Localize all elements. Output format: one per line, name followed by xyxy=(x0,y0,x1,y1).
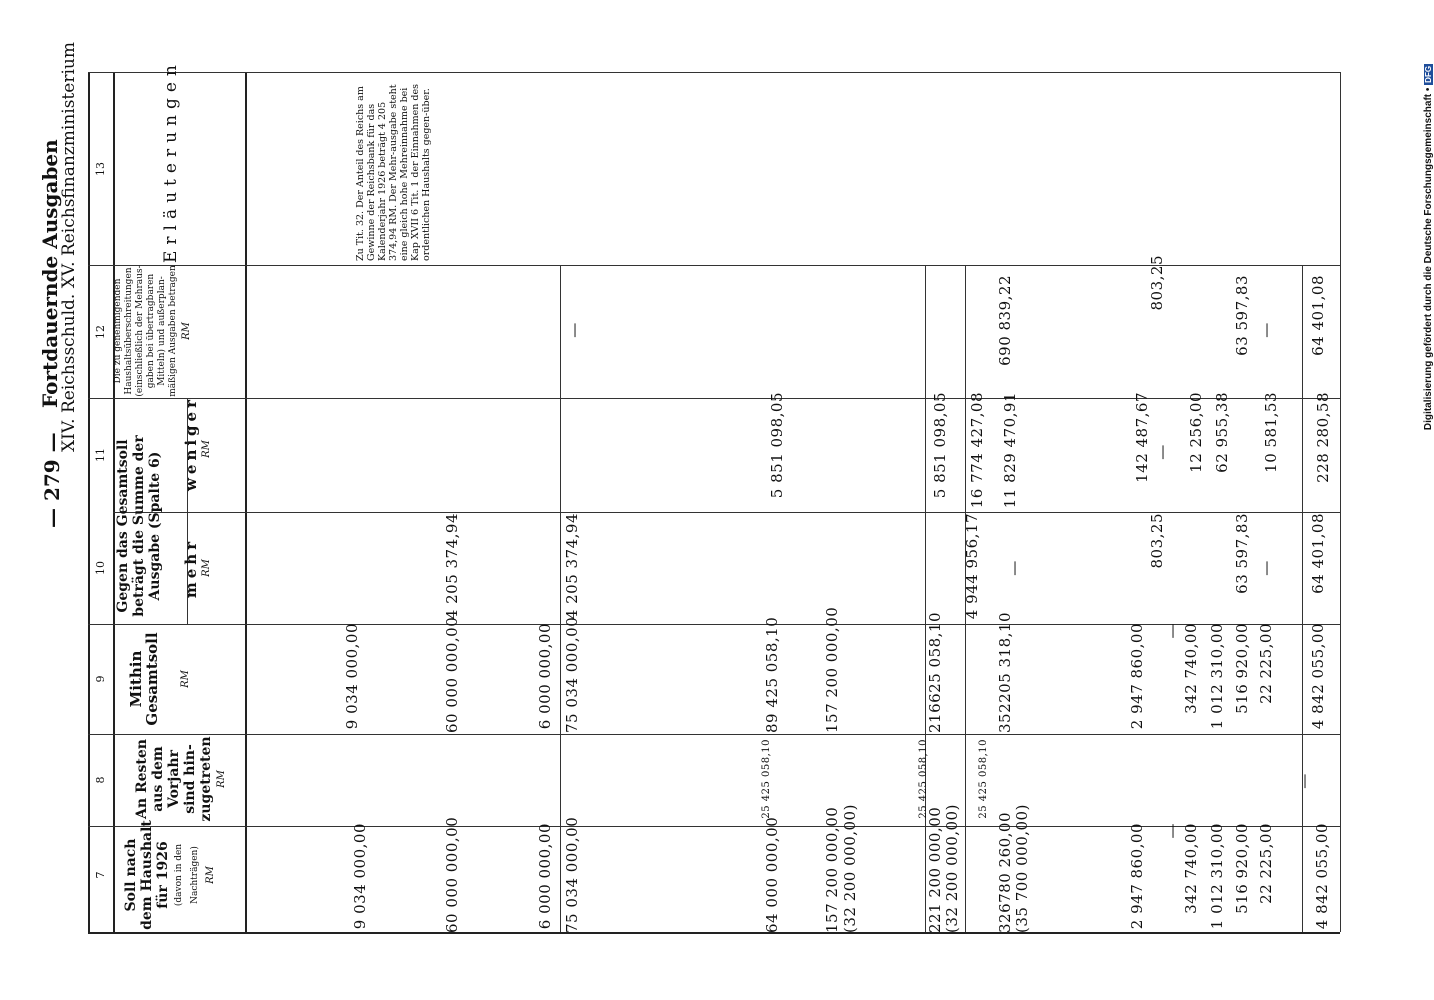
header-ueberschreitungen-label: Die zu genehmigenden Haushaltsüberschreitungen (einschließlich der Mehraus-gaben bei übertragbaren Mitteln) und außerplan-mäßigen Ausgaben betragen xyxy=(113,265,178,397)
c9-value: 352205 318,10 xyxy=(996,611,1014,733)
c9-value: 22 225,00 xyxy=(1257,623,1275,704)
c7-value: 326780 260,00 xyxy=(996,811,1014,933)
c7-value: 2 947 860,00 xyxy=(1128,823,1146,930)
header-mehr-unit: RM xyxy=(201,559,212,577)
c9-value: 60 000 000,00 xyxy=(443,616,461,733)
c12-value: — xyxy=(565,322,583,338)
c9-value: — xyxy=(1163,623,1181,639)
table-border-top xyxy=(88,72,90,932)
c7-value: 516 920,00 xyxy=(1233,823,1251,914)
c11-value: 10 581,53 xyxy=(1262,392,1280,473)
group-divider-4 xyxy=(1302,265,1303,932)
col10-col9-divider xyxy=(88,624,1340,625)
col-number-10: 10 xyxy=(94,561,107,575)
header-mehr xyxy=(183,533,223,603)
digitization-text: Digitalisierung gefördert durch die Deutsche Forschungsgemeinschaft • xyxy=(1423,87,1434,431)
explanation-note: Zu Tit. 32. Der Anteil des Reichs am Gewinne der Reichsbank für das Kalenderjahr 1926 beträgt 4 205 374,94 RM. Der Mehr-ausgabe steht eine gleich hohe Mehreinnahme bei Kap XVII 6 Tit. 1 der Einnahmen des ordentlichen Haushalts gegen-über. xyxy=(355,84,432,261)
c10-value: — xyxy=(1257,560,1275,576)
c9-value: 4 842 055,00 xyxy=(1309,623,1327,730)
c12-value: 64 401,08 xyxy=(1309,275,1327,356)
header-body-separator xyxy=(245,72,247,932)
header-mehr-label: mehr xyxy=(182,537,200,599)
page-title: Fortdauernde Ausgaben xyxy=(38,139,62,408)
c10-value: 64 401,08 xyxy=(1309,513,1327,594)
c7-value-addendum: (35 700 000,00) xyxy=(1013,804,1031,933)
c7-value: 22 225,00 xyxy=(1257,823,1275,904)
c12-value: 63 597,83 xyxy=(1233,275,1251,356)
c10-value: 63 597,83 xyxy=(1233,513,1251,594)
c11-value: 11 829 470,91 xyxy=(1001,392,1019,509)
page-subtitle: XIV. Reichsschuld. XV. Reichsfinanzministerium xyxy=(59,42,79,452)
table-left-edge xyxy=(88,932,1340,934)
c8-value: — xyxy=(1295,773,1313,789)
col-number-9: 9 xyxy=(94,675,107,683)
c10-value: 803,25 xyxy=(1148,513,1166,569)
col-number-11: 11 xyxy=(94,448,107,462)
c11-value: 62 955,38 xyxy=(1213,392,1231,473)
header-ueberschreitungen xyxy=(113,265,245,397)
header-gesamtsoll-label: Mithin Gesamtsoll xyxy=(127,632,161,726)
c11-value: 16 774 427,08 xyxy=(968,392,986,509)
c11-value: — xyxy=(1153,444,1171,460)
c9-value: 216625 058,10 xyxy=(926,611,944,733)
c9-value: 89 425 058,10 xyxy=(763,616,781,733)
c12-value: 690 839,22 xyxy=(996,275,1014,366)
group-divider-1 xyxy=(560,265,561,932)
c9-value: 1 012 310,00 xyxy=(1208,623,1226,730)
c7-value-addendum: (32 200 000,00) xyxy=(943,804,961,933)
c9-value: 9 034 000,00 xyxy=(343,623,361,730)
c10-value: 4 205 374,94 xyxy=(563,513,581,620)
c8-value: 25 425 058,10 xyxy=(918,739,929,819)
c11-value: 12 256,00 xyxy=(1187,392,1205,473)
c7-value: 342 740,00 xyxy=(1182,823,1200,914)
table-border-bottom xyxy=(1340,72,1341,932)
c11-value: 5 851 098,05 xyxy=(768,392,786,499)
header-gesamtsoll-unit: RM xyxy=(180,670,191,688)
col-number-13: 13 xyxy=(94,162,107,176)
col-number-12: 12 xyxy=(94,325,107,339)
c9-value: 157 200 000,00 xyxy=(823,606,841,733)
header-soll xyxy=(123,820,233,930)
c12-value: — xyxy=(1257,322,1275,338)
header-weniger xyxy=(182,396,223,491)
page-number: — 279 — xyxy=(40,432,64,528)
c7-value-addendum: (32 200 000,00) xyxy=(841,804,859,933)
c7-value: 1 012 310,00 xyxy=(1208,823,1226,930)
c11-value: 142 487,67 xyxy=(1133,392,1151,483)
col9-col8-divider xyxy=(88,734,1340,735)
c8-value: 25 425 058,10 xyxy=(761,739,772,819)
c11-value: 5 851 098,05 xyxy=(931,392,949,499)
col-number-7: 7 xyxy=(94,871,107,879)
col13-top xyxy=(88,72,1340,73)
c10-value: — xyxy=(1005,560,1023,576)
col-number-8: 8 xyxy=(94,776,107,784)
header-gegen-label: Gegen das Gesamtsoll beträgt die Summe der Ausgabe (Spalte 6) xyxy=(115,435,163,617)
header-reste xyxy=(134,735,227,823)
c7-value: — xyxy=(1163,823,1181,839)
c7-value: 221 200 000,00 xyxy=(926,806,944,933)
header-soll-sub: (davon in den Nachträgen) xyxy=(174,843,200,907)
header-soll-unit: RM xyxy=(205,866,216,884)
c10-value: 4 205 374,94 xyxy=(443,513,461,620)
c7-value: 75 034 000,00 xyxy=(563,816,581,933)
c9-value: 2 947 860,00 xyxy=(1128,623,1146,730)
c12-value: 803,25 xyxy=(1148,255,1166,311)
header-weniger-unit: RM xyxy=(201,440,212,458)
c11-value: 228 280,58 xyxy=(1314,392,1332,483)
c7-value: 157 200 000,00 xyxy=(823,806,841,933)
c9-value: 516 920,00 xyxy=(1233,623,1251,714)
col8-col7-divider xyxy=(88,826,1340,827)
c7-value: 64 000 000,00 xyxy=(763,816,781,933)
dfg-logo: DFG xyxy=(1424,65,1433,83)
header-reste-label: An Resten aus dem Vorjahr sind hin-zugetreten xyxy=(134,736,214,822)
c8-value: 25 425 058,10 xyxy=(978,739,989,819)
header-erlaeuterungen: Erläuterungen xyxy=(161,59,181,263)
c10-value: 4 944 956,17 xyxy=(963,513,981,620)
c7-value: 60 000 000,00 xyxy=(443,816,461,933)
header-soll-label: Soll nach dem Haushalt für 1926 xyxy=(123,820,171,930)
header-gesamtsoll xyxy=(128,625,236,733)
header-reste-unit: RM xyxy=(216,770,227,788)
c7-value: 6 000 000,00 xyxy=(536,823,554,930)
c9-value: 6 000 000,00 xyxy=(536,623,554,730)
header-weniger-label: weniger xyxy=(182,396,200,491)
c7-value: 4 842 055,00 xyxy=(1313,823,1331,930)
c7-value: 9 034 000,00 xyxy=(351,823,369,930)
c9-value: 75 034 000,00 xyxy=(563,616,581,733)
header-ueberschreitungen-unit: RM xyxy=(181,322,192,340)
c9-value: 342 740,00 xyxy=(1182,623,1200,714)
digitization-note xyxy=(1423,37,1434,457)
header-gegen-gesamtsoll xyxy=(115,416,185,636)
